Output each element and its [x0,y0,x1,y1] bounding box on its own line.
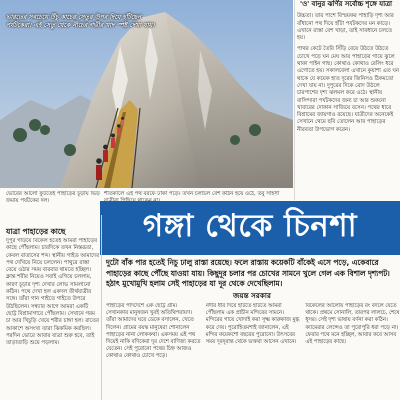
side-heading: যাত্রা পাহাড়ের কাছে [6,227,66,236]
body-columns [106,303,400,400]
lead-paragraph: দুটো বাঁক পার হতেই নিচু ঢালু রাস্তা রয়েছে। ফলে রাস্তায় কয়েকটি বাঁকেই এসে পড়ে, একেবারে পাহাড়ের কাছে পৌঁছে যাওয়া যায়। কিছুদূর চলার পর চোখের সামনে খুলে গেল এক বিশাল দৃশ্যপট। হঠাৎ মুখোমুখি হলাম সেই পাহাড়ের যা দূর থেকে দেখেছিলাম। [106,258,390,289]
top-right-paragraph: পাথর কেটে তৈরি সিঁড়ি বেয়ে উঠতে উঠতে চোখে পড়ে ঘন মেঘ আর পাহাড়ের গায়ে ঝুলে থাকা পাইন গাছ। কোথাও কোথাও রেলিং ধরে এগোতে হয়। সকালবেলা এখানে কুয়াশা এত ঘন থাকে যে কয়েক হাত দূরের জিনিসও ঠিকমতো দেখা যায় না। দুপুরের দিকে রোদ উঠলে চারপাশের দৃশ্য ঝলমল করে ওঠে। স্থানীয় বাসিন্দারা পর্যটকদের জন্য চা আর শুকনো খাবারের দোকান সাজিয়ে বসেন। পথের ধারে বিশ্রামের জায়গাও রয়েছে। যাত্রীদের অনেকেই সেখানে থেমে ছবি তোলেন আর পাহাড়ের নীরবতা উপভোগ করেন। [297,46,399,133]
top-right-paragraph: উচ্চতা। তার পাশে বিস্ময়কর পাহাড়ি দৃশ্য আর বাঁধানো পথ দিয়ে হাঁটা পর্যটকদের মন কাড়ে। এখানে রাস্তা বেশ খাড়া, তাই সাবধানে চলতে হয়। [297,13,394,42]
under-photo-text-left: ভোরের আলো ফুটতেই পাহাড়ের চূড়ায় ভিড় জমায় পর্যটকের দল। [6,191,100,204]
body-column: নদীর ধার দিয়ে হাঁটতে হাঁটতে আমরা পৌঁছলাম এক প্রাচীন মন্দিরের সামনে। মন্দিরের গায়ে খোদাই করা সূক্ষ্ম কারুকাজ মুগ্ধ করে দেয়। পুরোহিতমশাই জানালেন, এই মন্দির কয়েকশো বছরের পুরোনো। উৎসবের সময় দূরদূরান্ত থেকে ভক্তরা আসেন এখানে। [205,303,300,346]
photo-caption: ভারতের সবচেয়ে উঁচু কাচের সেতুর উপর দিয়ে হাঁটছেন পর্যটকেরা। এই সেতু থেকে নীচের গভীর খাদ স্পষ্ট দেখা যায়। [6,14,155,30]
column-divider [101,215,102,400]
top-right-headline-box [297,0,400,8]
under-photo-text-mid: শীতকালে এই পথ বরফে ঢাকা পড়ে। তখন চলাচল বেশ কঠিন হয়ে ওঠে, তবু সাহসী [104,191,280,197]
headline-banner [100,201,400,255]
body-column: বিকেলের আলোয় পাহাড়ের রং বদলে যেতে থাকে। প্রথমে সোনালি, তারপর লালচে, শেষে ধূসর। সেই দৃশ্য ভাষায় বর্ণনা করা কঠিন। ক্যামেরার লেন্সেও তা পুরোপুরি ধরা পড়ে না। ফেরার পথে মনে হচ্ছিল, আবার কবে আসব এই পাহাড়ের কাছে। [305,303,400,346]
column-divider [294,0,295,200]
byline: জয়ন্ত সরকার [233,291,271,300]
banner-title: গঙ্গা থেকে চিনশা [142,208,358,244]
body-column: পাহাড়ের পাদদেশে এক ছোট্ট গ্রাম। সেখানকার মানুষজন খুবই অতিথিপরায়ণ। তাঁরা আমাদের ঘরে ডেকে বসালেন, খেতে দিলেন। গ্রামের বয়স্ক মানুষেরা শোনালেন পাহাড়ের নানা লোককথা। একসময় এই পথ দিয়েই নাকি বণিকেরা দূর দেশে বাণিজ্য করতে যেতেন। সেই পুরোনো পথের চিহ্ন আজও কোথাও কোথাও চোখে পড়ে। [106,303,201,360]
top-right-headline: 'ও' বানুর ঝর্ণির সর্বোচ্চ শৃঙ্গে যাত্রা [300,0,393,8]
top-right-column [297,0,400,215]
side-body: দুপুর গড়িয়ে বিকেল হতেই আমরা পাহাড়ের কাছে পৌঁছলাম। চারদিকে তখন নিস্তব্ধতা, কেবল বাতাসের শব্দ। স্থানীয় গাইড আমাদের পথ দেখিয়ে নিয়ে চললেন। পাথুরে রাস্তা বেয়ে ওঠার সময় বারবার থামতে হচ্ছিল। ক্লান্ত শরীর নিয়েও সবাই এগিয়ে চললাম, কারণ চূড়ার দৃশ্য দেখার লোভ সামলানো কঠিন। পথে দেখা হল একদল তীর্থযাত্রীর সঙ্গে। তাঁরা গান গাইতে গাইতে উপরে উঠছিলেন। সন্ধ্যার আগে আমরা একটি ছোট্ট বিশ্রামাগারে পৌঁছলাম। সেখানে গরম চা আর খিচুড়ি খেয়ে শরীর চাঙ্গা হল। রাতের আকাশে অসংখ্য তারা ঝিকমিক করছিল। পরদিন ভোরে আবার যাত্রা শুরু হবে, তাই তাড়াতাড়ি শুয়ে পড়লাম। [6,238,100,347]
